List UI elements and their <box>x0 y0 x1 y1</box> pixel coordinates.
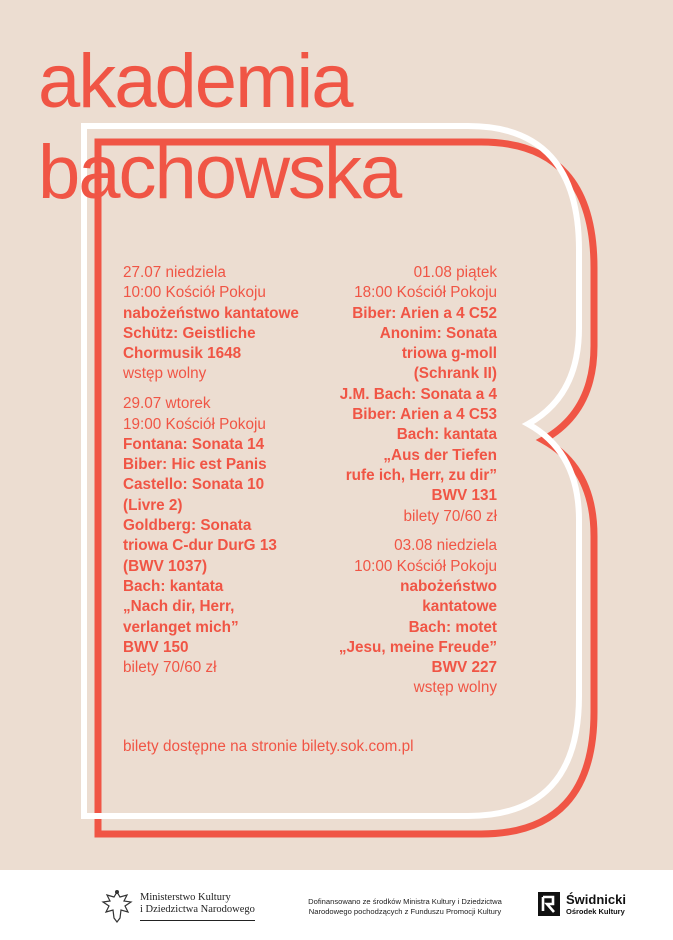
schedule-right-column <box>267 263 497 699</box>
program-line: kantatowe <box>422 598 497 616</box>
program-line: Goldberg: Sonata <box>123 517 252 535</box>
program-line: Bach: motet <box>408 618 497 636</box>
program-line: Chormusik 1648 <box>123 345 242 363</box>
program-line: nabożeństwo <box>400 577 497 595</box>
info-line: 03.08 niedziela <box>394 537 497 555</box>
eagle-emblem-icon <box>100 888 134 924</box>
program-line: BWV 150 <box>123 638 189 656</box>
program-line: BWV 227 <box>431 659 497 677</box>
program-line: Fontana: Sonata 14 <box>123 435 265 453</box>
funding-note <box>285 897 525 917</box>
program-line: „Aus der Tiefen <box>383 446 497 464</box>
program-line: Bach: kantata <box>396 426 497 444</box>
program-line: Biber: Arien a 4 C53 <box>352 406 497 424</box>
program-line: (BWV 1037) <box>123 557 208 575</box>
funding-note-line-2: Narodowego pochodzących z Funduszu Promocji Kultury <box>308 907 502 916</box>
ministry-name <box>140 892 255 921</box>
ministry-name-line-1: Ministerstwo Kultury <box>140 891 231 903</box>
sok-name-line-2: Ośrodek Kultury <box>566 906 625 916</box>
sok-logo-icon <box>538 892 560 916</box>
info-line: 10:00 Kościół Pokoju <box>354 557 497 575</box>
info-line: wstęp wolny <box>413 679 497 697</box>
program-line: Biber: Arien a 4 C52 <box>352 304 497 322</box>
ministry-logo <box>100 888 255 924</box>
info-line: 19:00 Kościół Pokoju <box>123 415 266 433</box>
program-line: Biber: Hic est Panis <box>123 456 267 474</box>
program-line: rufe ich, Herr, zu dir” <box>345 466 497 484</box>
info-line: 29.07 wtorek <box>123 395 211 413</box>
program-line: (Livre 2) <box>123 496 183 514</box>
info-line: bilety 70/60 zł <box>123 659 217 677</box>
info-line: 10:00 Kościół Pokoju <box>123 284 266 302</box>
program-line: nabożeństwo kantatowe <box>123 304 299 322</box>
info-line: bilety 70/60 zł <box>403 507 497 525</box>
info-line: 18:00 Kościół Pokoju <box>354 284 497 302</box>
program-line: (Schrank II) <box>413 365 497 383</box>
info-line: wstęp wolny <box>123 365 207 383</box>
ministry-name-line-2: i Dziedzictwa Narodowego <box>140 904 255 915</box>
program-line: triowa g-moll <box>401 345 497 363</box>
program-line: triowa C-dur DurG 13 <box>123 537 277 555</box>
info-line: 27.07 niedziela <box>123 264 226 281</box>
poster-title-line-2: bachowska <box>38 130 401 215</box>
tickets-note: bilety dostępne na stronie bilety.sok.com.pl <box>123 738 414 755</box>
info-line: 01.08 piątek <box>413 264 497 281</box>
program-line: Schütz: Geistliche <box>123 324 256 342</box>
sok-logo <box>538 892 626 916</box>
program-line: Anonim: Sonata <box>379 324 497 342</box>
poster-title-line-1: akademia <box>38 39 352 124</box>
program-line: Bach: kantata <box>123 577 224 595</box>
program-line: verlanget mich” <box>123 618 239 636</box>
schedule-spacer <box>267 527 497 537</box>
program-line: „Nach dir, Herr, <box>123 598 235 616</box>
program-line: Castello: Sonata 10 <box>123 476 265 494</box>
program-line: „Jesu, meine Freude” <box>338 638 497 656</box>
footer <box>0 870 673 940</box>
funding-note-line-1: Dofinansowano ze środków Ministra Kultury i Dziedzictwa <box>308 897 502 906</box>
sok-name <box>566 893 626 916</box>
program-line: BWV 131 <box>431 487 497 505</box>
sok-name-line-1: Świdnicki <box>566 891 626 907</box>
program-line: J.M. Bach: Sonata a 4 <box>339 385 497 403</box>
